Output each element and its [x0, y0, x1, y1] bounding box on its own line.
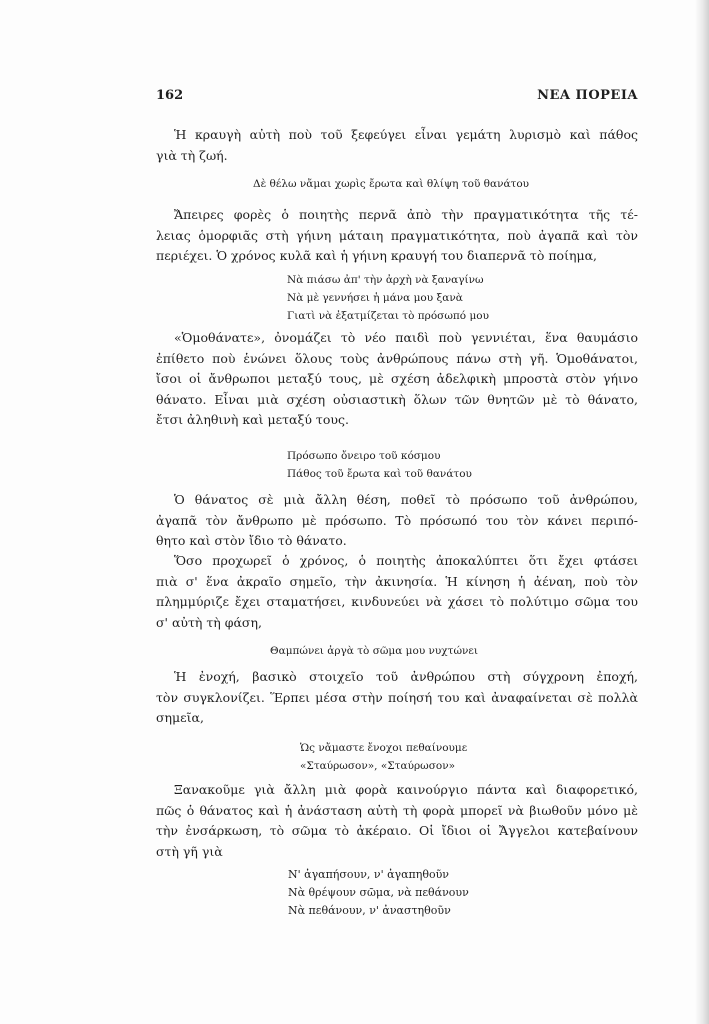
page-edge-shadow [695, 0, 709, 1024]
verse-line: Γιατὶ νὰ ἐξατμίζεται τὸ πρόσωπό μου [287, 310, 489, 322]
paragraph-2 [156, 205, 638, 267]
page-number: 162 [156, 88, 184, 103]
text-line: θάνατο. Εἶναι μιὰ σχέση οὐσιαστικὴ ὅλων τῶν θνητῶν μὲ τὸ θάνατο, [156, 391, 638, 407]
text-line: Ξανακοῦμε γιὰ ἄλλη μιὰ φορὰ καινούργιο πάντα καὶ διαφορετικό, [174, 782, 638, 797]
verse-quote-6 [288, 866, 469, 920]
text-line: ἀγαπᾶ τὸν ἄνθρωπο μὲ πρόσωπο. Τὸ πρόσωπό του τὸν κάνει περιπό- [156, 512, 638, 528]
verse-line: «Σταύρωσον», «Σταύρωσον» [300, 760, 455, 772]
text-line: λειας ὁμορφιᾶς στὴ γήινη μάταιη πραγματικότητα, ποὺ ἀγαπᾶ καὶ τὸν [156, 227, 638, 243]
verse-line: Νὰ μὲ γεννήσει ἡ μάνα μου ξανὰ [287, 292, 463, 304]
text-line: ἔτσι ἀληθινὴ καὶ μεταξύ τους. [156, 412, 349, 427]
text-line: θητο καὶ στὸν ἴδιο τὸ θάνατο. [156, 533, 347, 548]
verse-line: Θαμπώνει ἀργὰ τὸ σῶμα μου νυχτώνει [270, 645, 478, 657]
verse-line: Νὰ θρέψουν σῶμα, νὰ πεθάνουν [288, 886, 469, 899]
text-line: σ' αὐτὴ τὴ φάση, [156, 614, 262, 630]
verse-line: Ν' ἀγαπήσουν, ν' ἀγαπηθοῦν [288, 868, 449, 881]
verse-quote-2 [287, 271, 489, 325]
text-line: Ὁ θάνατος σὲ μιὰ ἄλλη θέση, ποθεῖ τὸ πρόσωπο τοῦ ἀνθρώπου, [174, 492, 638, 507]
paragraph-5 [156, 551, 638, 633]
text-line: τὸν συγκλονίζει. Ἕρπει μέσα στὴν ποίησή του καὶ ἀναφαίνεται σὲ πολλὰ [156, 689, 638, 705]
verse-line: Νὰ πιάσω ἀπ' τὴν ἀρχὴ νὰ ξαναγίνω [287, 274, 484, 286]
verse-quote-5 [300, 739, 467, 775]
verse-line: Ὡς νἄμαστε ἔνοχοι πεθαίνουμε [300, 742, 468, 754]
paragraph-7 [156, 780, 638, 862]
verse-quote-4 [270, 642, 478, 660]
verse-quote-3 [287, 447, 472, 483]
verse-line: Πρόσωπο ὄνειρο τοῦ κόσμου [287, 450, 441, 462]
text-line: Ὅσο προχωρεῖ ὁ χρόνος, ὁ ποιητὴς ἀποκαλύπτει ὅτι ἔχει φτάσει [174, 553, 638, 568]
paragraph-4 [156, 490, 638, 552]
text-line: στὴ γῆ γιὰ [156, 843, 223, 859]
paragraph-6 [156, 667, 638, 729]
verse-line: Πάθος τοῦ ἔρωτα καὶ τοῦ θανάτου [287, 468, 472, 480]
verse-quote-1 [253, 175, 529, 193]
text-line: γιὰ τὴ ζωή. [156, 147, 228, 163]
paragraph-3 [156, 328, 638, 431]
verse-line: Νὰ πεθάνουν, ν' ἀναστηθοῦν [288, 904, 451, 917]
text-line: «Ὁμοθάνατε», ὀνομάζει τὸ νέο παιδὶ ποὺ γεννιέται, ἕνα θαυμάσιο [174, 330, 638, 345]
text-line: πιὰ σ' ἕνα ἀκραῖο σημεῖο, τὴν ἀκινησία. Ἡ κίνηση ἡ ἀέναη, ποὺ τὸν [156, 573, 638, 589]
text-line: Ἡ κραυγὴ αὐτὴ ποὺ τοῦ ξεφεύγει εἶναι γεμάτη λυρισμὸ καὶ πάθος [174, 127, 638, 142]
paragraph-1 [156, 125, 638, 166]
text-line: σημεῖα, [156, 710, 204, 725]
running-title: ΝΕΑ ΠΟΡΕΙΑ [537, 88, 638, 103]
verse-line: Δὲ θέλω νἄμαι χωρὶς ἔρωτα καὶ θλίψη τοῦ θανάτου [253, 178, 530, 190]
text-line: πῶς ὁ θάνατος καὶ ἡ ἀνάσταση αὐτὴ τὴ φορὰ μπορεῖ νὰ βιωθοῦν μόνο μὲ [156, 802, 638, 818]
text-line: Ἡ ἐνοχή, βασικὸ στοιχεῖο τοῦ ἀνθρώπου στὴ σύγχρονη ἐποχή, [174, 669, 638, 684]
text-line: τὴν ἐνσάρκωση, τὸ σῶμα τὸ ἀκέραιο. Οἱ ἴδιοι οἱ Ἄγγελοι κατεβαίνουν [156, 823, 638, 838]
text-line: ἐπίθετο ποὺ ἑνώνει ὅλους τοὺς ἀνθρώπους πάνω στὴ γῆ. Ὁμοθάνατοι, [156, 350, 638, 366]
text-line: Ἄπειρες φορὲς ὁ ποιητὴς περνᾶ ἀπὸ τὴν πραγματικότητα τῆς τέ- [174, 207, 638, 222]
text-line: περιέχει. Ὁ χρόνος κυλᾶ καὶ ἡ γήινη κραυγή του διαπερνᾶ τὸ ποίημα, [156, 248, 597, 263]
text-line: πλημμύριζε ἔχει σταματήσει, κινδυνεύει νὰ χάσει τὸ πολύτιμο σῶμα του [156, 594, 638, 609]
text-line: ἴσοι οἱ ἄνθρωποι μεταξύ τους, μὲ σχέση ἀδελφικὴ μπροστὰ στὸν γήινο [156, 371, 638, 386]
